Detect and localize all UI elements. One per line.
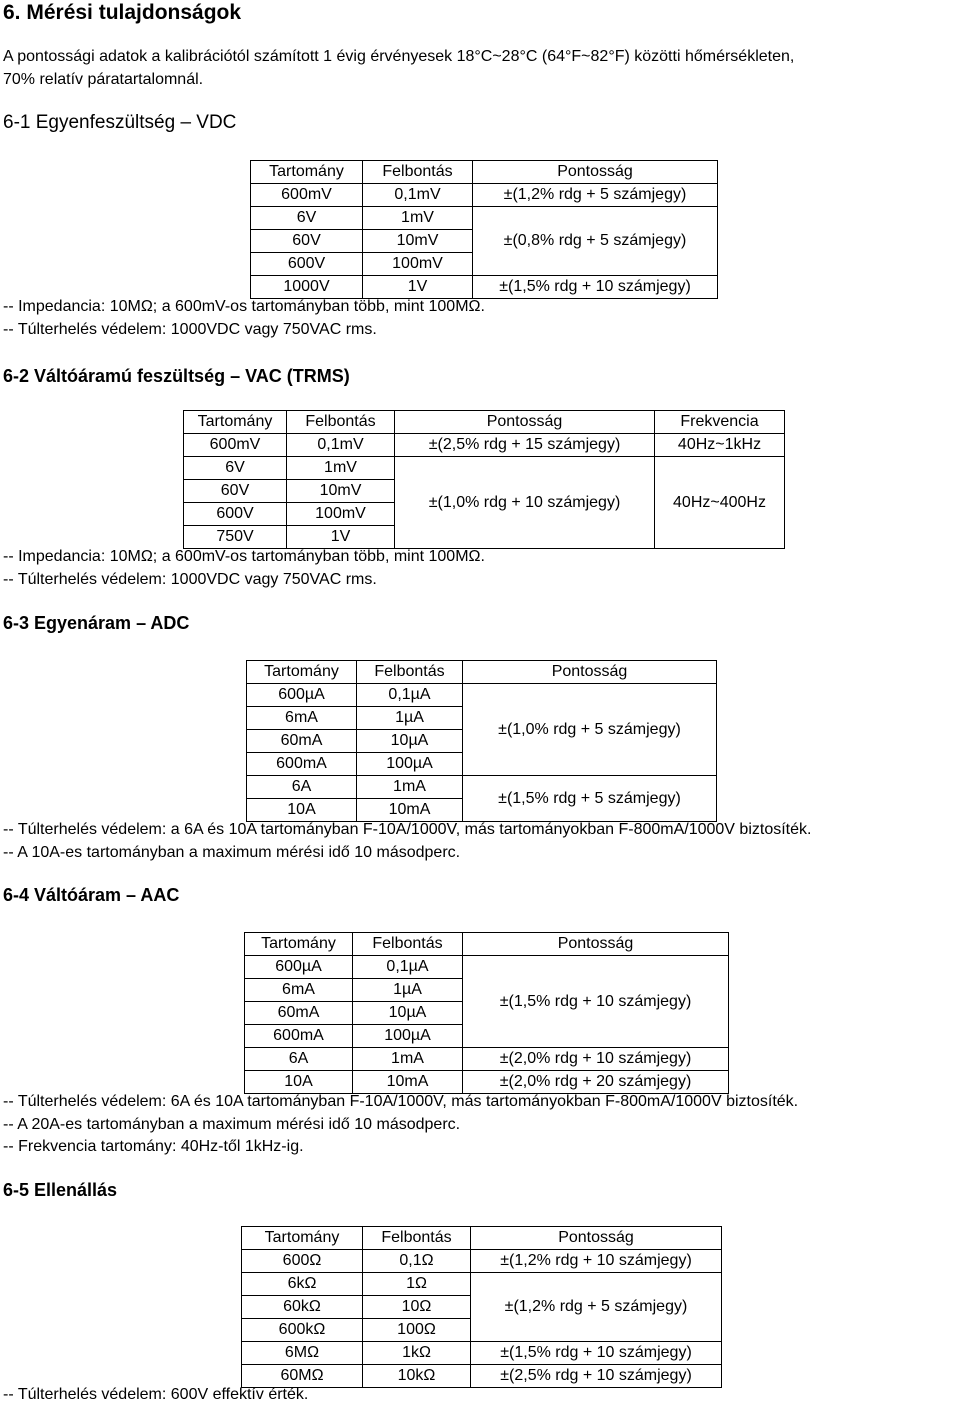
accuracy-cell: ±(1,5% rdg + 5 számjegy) (463, 776, 717, 822)
resolution-cell: 0,1Ω (363, 1250, 471, 1273)
intro-line-1: A pontossági adatok a kalibrációtól számított 1 évig érvényesek 18°C~28°C (64°F~82°F) közötti hőmérsékleten, (3, 48, 795, 65)
table-row (251, 161, 718, 184)
resolution-cell: 1kΩ (363, 1342, 471, 1365)
range-cell: 600mV (184, 434, 287, 457)
resistance-note-overload: -- Túlterhelés védelem: 600V effektív érték. (3, 1386, 309, 1403)
header-range: Tartomány (184, 411, 287, 434)
section-title-vac: 6-2 Váltóáramú feszültség – VAC (TRMS) (3, 366, 350, 386)
header-accuracy: Pontosság (395, 411, 655, 434)
frequency-cell: 40Hz~400Hz (655, 457, 785, 549)
accuracy-cell: ±(2,5% rdg + 15 számjegy) (395, 434, 655, 457)
resolution-cell: 10mV (363, 230, 473, 253)
header-accuracy: Pontosság (463, 933, 729, 956)
accuracy-cell: ±(1,5% rdg + 10 számjegy) (463, 956, 729, 1048)
accuracy-cell: ±(1,0% rdg + 10 számjegy) (395, 457, 655, 549)
accuracy-cell: ±(1,2% rdg + 10 számjegy) (471, 1250, 722, 1273)
aac-table (244, 932, 729, 1094)
range-cell: 60kΩ (242, 1296, 363, 1319)
accuracy-cell: ±(1,2% rdg + 5 számjegy) (471, 1273, 722, 1342)
range-cell: 6mA (247, 707, 357, 730)
section-title-resistance: 6-5 Ellenállás (3, 1180, 118, 1200)
resolution-cell: 10kΩ (363, 1365, 471, 1388)
table-row (245, 933, 729, 956)
header-accuracy: Pontosság (471, 1227, 722, 1250)
accuracy-cell: ±(1,2% rdg + 5 számjegy) (473, 184, 718, 207)
adc-note-time: -- A 10A-es tartományban a maximum mérési idő 10 másodperc. (3, 844, 461, 861)
range-cell: 60V (251, 230, 363, 253)
range-cell: 600mV (251, 184, 363, 207)
header-range: Tartomány (247, 661, 357, 684)
range-cell: 10A (247, 799, 357, 822)
table-row (251, 184, 718, 207)
header-range: Tartomány (242, 1227, 363, 1250)
resolution-cell: 100µA (357, 753, 463, 776)
table-row (247, 776, 717, 799)
resolution-cell: 100Ω (363, 1319, 471, 1342)
resolution-cell: 1mA (353, 1048, 463, 1071)
table-row (251, 207, 718, 230)
range-cell: 750V (184, 526, 287, 549)
adc-note-overload: -- Túlterhelés védelem: a 6A és 10A tartományban F-10A/1000V, más tartományokban F-800mA/1000V biztosíték. (3, 821, 812, 838)
range-cell: 600µA (245, 956, 353, 979)
table-row (245, 1048, 729, 1071)
header-frequency: Frekvencia (655, 411, 785, 434)
resolution-cell: 10mA (353, 1071, 463, 1094)
range-cell: 6A (247, 776, 357, 799)
header-resolution: Felbontás (357, 661, 463, 684)
resolution-cell: 1V (287, 526, 395, 549)
resolution-cell: 10Ω (363, 1296, 471, 1319)
range-cell: 6MΩ (242, 1342, 363, 1365)
range-cell: 60mA (245, 1002, 353, 1025)
range-cell: 600V (184, 503, 287, 526)
vac-table (183, 410, 785, 549)
aac-note-frequency: -- Frekvencia tartomány: 40Hz-től 1kHz-ig. (3, 1138, 304, 1155)
resistance-table (241, 1226, 722, 1388)
accuracy-cell: ±(0,8% rdg + 5 számjegy) (473, 207, 718, 276)
range-cell: 6kΩ (242, 1273, 363, 1296)
accuracy-cell: ±(2,0% rdg + 20 számjegy) (463, 1071, 729, 1094)
intro-line-2: 70% relatív páratartalomnál. (3, 71, 204, 88)
range-cell: 600mA (247, 753, 357, 776)
table-row (247, 661, 717, 684)
resolution-cell: 1V (363, 276, 473, 299)
header-resolution: Felbontás (363, 1227, 471, 1250)
resolution-cell: 0,1µA (353, 956, 463, 979)
resolution-cell: 10µA (357, 730, 463, 753)
resolution-cell: 1µA (357, 707, 463, 730)
range-cell: 1000V (251, 276, 363, 299)
table-row (242, 1273, 722, 1296)
table-row (242, 1227, 722, 1250)
table-row (184, 457, 785, 480)
resolution-cell: 0,1µA (357, 684, 463, 707)
resolution-cell: 1mV (287, 457, 395, 480)
frequency-cell: 40Hz~1kHz (655, 434, 785, 457)
range-cell: 600mA (245, 1025, 353, 1048)
resolution-cell: 0,1mV (363, 184, 473, 207)
accuracy-cell: ±(2,0% rdg + 10 számjegy) (463, 1048, 729, 1071)
range-cell: 60MΩ (242, 1365, 363, 1388)
range-cell: 6A (245, 1048, 353, 1071)
range-cell: 600µA (247, 684, 357, 707)
header-resolution: Felbontás (287, 411, 395, 434)
resolution-cell: 100µA (353, 1025, 463, 1048)
aac-note-overload: -- Túlterhelés védelem: 6A és 10A tartományban F-10A/1000V, más tartományokban F-800mA/1000V biztosíték. (3, 1093, 799, 1110)
section-title-vdc: 6-1 Egyenfeszültség – VDC (3, 112, 237, 133)
table-row (184, 411, 785, 434)
vac-note-overload: -- Túlterhelés védelem: 1000VDC vagy 750VAC rms. (3, 571, 377, 588)
header-accuracy: Pontosság (473, 161, 718, 184)
accuracy-cell: ±(2,5% rdg + 10 számjegy) (471, 1365, 722, 1388)
resolution-cell: 10µA (353, 1002, 463, 1025)
resolution-cell: 1Ω (363, 1273, 471, 1296)
header-range: Tartomány (245, 933, 353, 956)
header-accuracy: Pontosság (463, 661, 717, 684)
range-cell: 10A (245, 1071, 353, 1094)
accuracy-cell: ±(1,5% rdg + 10 számjegy) (471, 1342, 722, 1365)
header-resolution: Felbontás (363, 161, 473, 184)
range-cell: 6V (184, 457, 287, 480)
resolution-cell: 0,1mV (287, 434, 395, 457)
range-cell: 600V (251, 253, 363, 276)
resolution-cell: 100mV (363, 253, 473, 276)
table-row (242, 1342, 722, 1365)
resolution-cell: 1µA (353, 979, 463, 1002)
resolution-cell: 10mA (357, 799, 463, 822)
vdc-table (250, 160, 718, 299)
adc-table (246, 660, 717, 822)
page-heading: 6. Mérési tulajdonságok (3, 1, 242, 24)
range-cell: 600kΩ (242, 1319, 363, 1342)
vdc-note-overload: -- Túlterhelés védelem: 1000VDC vagy 750VAC rms. (3, 321, 377, 338)
range-cell: 60V (184, 480, 287, 503)
accuracy-cell: ±(1,5% rdg + 10 számjegy) (473, 276, 718, 299)
table-row (242, 1250, 722, 1273)
resolution-cell: 100mV (287, 503, 395, 526)
resolution-cell: 10mV (287, 480, 395, 503)
vdc-note-impedance: -- Impedancia: 10MΩ; a 600mV-os tartományban több, mint 100MΩ. (3, 298, 485, 315)
table-row (245, 956, 729, 979)
section-title-adc: 6-3 Egyenáram – ADC (3, 613, 190, 633)
section-title-aac: 6-4 Váltóáram – AAC (3, 885, 180, 905)
header-range: Tartomány (251, 161, 363, 184)
resolution-cell: 1mV (363, 207, 473, 230)
range-cell: 60mA (247, 730, 357, 753)
resolution-cell: 1mA (357, 776, 463, 799)
table-row (242, 1365, 722, 1388)
table-row (247, 684, 717, 707)
accuracy-cell: ±(1,0% rdg + 5 számjegy) (463, 684, 717, 776)
range-cell: 6mA (245, 979, 353, 1002)
header-resolution: Felbontás (353, 933, 463, 956)
aac-note-time: -- A 20A-es tartományban a maximum mérési idő 10 másodperc. (3, 1116, 461, 1133)
vac-note-impedance: -- Impedancia: 10MΩ; a 600mV-os tartományban több, mint 100MΩ. (3, 548, 485, 565)
table-row (184, 434, 785, 457)
range-cell: 600Ω (242, 1250, 363, 1273)
range-cell: 6V (251, 207, 363, 230)
